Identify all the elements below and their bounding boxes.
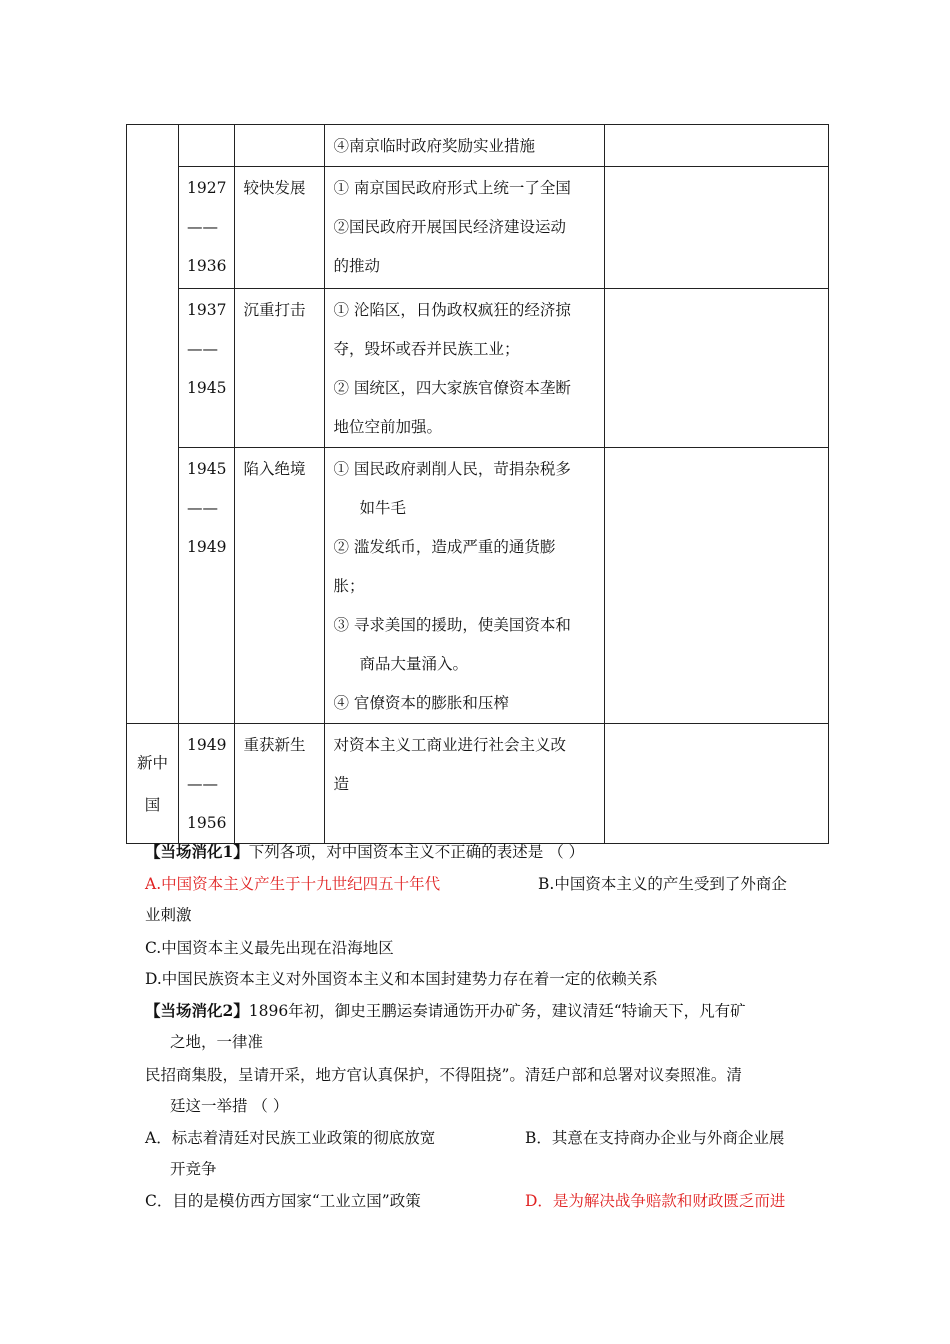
stage-cell xyxy=(235,724,325,844)
years-cell xyxy=(179,448,235,724)
year-label: —— xyxy=(187,340,218,358)
year-label: —— xyxy=(187,218,218,236)
reason-line: 商品大量涌入。 xyxy=(359,655,468,673)
question-2-option-b: B．其意在支持商办企业与外商企业展 xyxy=(525,1129,785,1147)
reason-line: ②国民政府开展国民经济建设运动 xyxy=(333,218,566,236)
year-label: 1945 xyxy=(187,379,227,397)
reasons-cell xyxy=(325,724,605,844)
year-label: 1949 xyxy=(187,736,227,754)
question-2-option-c: C．目的是模仿西方国家“工业立国”政策 xyxy=(145,1192,421,1210)
question-2-option-b-cont: 开竞争 xyxy=(170,1160,217,1178)
history-table xyxy=(126,124,829,844)
reason-line: 地位空前加强。 xyxy=(333,418,442,436)
years-cell xyxy=(179,167,235,289)
stage-cell xyxy=(235,125,325,167)
question-1-option-b: B.中国资本主义的产生受到了外商企 xyxy=(538,875,787,893)
year-label: —— xyxy=(187,499,218,517)
empty-cell xyxy=(605,724,829,844)
table-row xyxy=(127,448,829,724)
table-row xyxy=(127,125,829,167)
year-label: 1937 xyxy=(187,301,227,319)
question-2-option-d: D．是为解决战争赔款和财政匮乏而进 xyxy=(525,1192,786,1210)
stage-label: 陷入绝境 xyxy=(243,460,306,478)
year-label: 1927 xyxy=(187,179,227,197)
question-1-option-b-cont: 业刺激 xyxy=(145,906,192,924)
question-2-stem: 【当场消化2】1896年初，御史王鹏运奏请通饬开办矿务，建议清廷“特谕天下，凡有矿 xyxy=(145,1001,746,1020)
question-1-option-c: C.中国资本主义最先出现在沿海地区 xyxy=(145,939,394,957)
stage-label: 沉重打击 xyxy=(243,301,306,319)
reason-line: 对资本主义工商业进行社会主义改 xyxy=(333,736,566,754)
question-1-tag: 【当场消化1】 xyxy=(145,842,249,861)
stage-label: 较快发展 xyxy=(243,179,306,197)
reason-line: ① 国民政府剥削人民，苛捐杂税多 xyxy=(333,460,571,478)
reason-line: ④ 官僚资本的膨胀和压榨 xyxy=(333,694,509,712)
reason-line: 的推动 xyxy=(333,257,380,275)
reason-line: 造 xyxy=(333,775,349,793)
era-cell xyxy=(127,125,179,724)
reasons-cell xyxy=(325,125,605,167)
reason-line: ③ 寻求美国的援助，使美国资本和 xyxy=(333,616,571,634)
question-2-stem-line4: 廷这一举措 （ ） xyxy=(170,1097,289,1115)
reason-line: ② 国统区，四大家族官僚资本垄断 xyxy=(333,379,571,397)
year-label: —— xyxy=(187,775,218,793)
reasons-cell xyxy=(325,289,605,448)
stage-cell xyxy=(235,167,325,289)
era-label: 国 xyxy=(144,795,161,814)
question-1-stem: 【当场消化1】下列各项，对中国资本主义不正确的表述是 （ ） xyxy=(145,842,585,861)
empty-cell xyxy=(605,448,829,724)
era-cell xyxy=(127,724,179,844)
reason-line: ① 南京国民政府形式上统一了全国 xyxy=(333,179,571,197)
table-row xyxy=(127,724,829,844)
reasons-cell xyxy=(325,167,605,289)
table-row xyxy=(127,289,829,448)
empty-cell xyxy=(605,167,829,289)
table-row xyxy=(127,167,829,289)
reason-line: 胀； xyxy=(333,577,365,595)
year-label: 1945 xyxy=(187,460,227,478)
stage-cell xyxy=(235,448,325,724)
question-1-option-d: D.中国民族资本主义对外国资本主义和本国封建势力存在着一定的依赖关系 xyxy=(145,970,658,988)
years-cell xyxy=(179,724,235,844)
question-2-stem-line2: 之地，一律准 xyxy=(170,1033,264,1051)
era-label: 新中 xyxy=(136,753,168,772)
stage-label: 重获新生 xyxy=(243,736,306,754)
year-label: 1936 xyxy=(187,257,227,275)
reason-line: ① 沦陷区，日伪政权疯狂的经济掠 xyxy=(333,301,571,319)
reason-line: ② 滥发纸币，造成严重的通货膨 xyxy=(333,538,556,556)
question-2-stem-line3: 民招商集股，呈请开采，地方官认真保护，不得阻挠”。清廷户部和总署对议奏照准。清 xyxy=(145,1066,742,1084)
reason-line: 夺，毁坏或吞并民族工业； xyxy=(333,340,520,358)
question-1-option-a: A.中国资本主义产生于十九世纪四五十年代 xyxy=(145,875,441,893)
question-2-option-a: A．标志着清廷对民族工业政策的彻底放宽 xyxy=(145,1129,436,1147)
reasons-cell xyxy=(325,448,605,724)
reason-line: 如牛毛 xyxy=(359,499,406,517)
stage-cell xyxy=(235,289,325,448)
question-2-tag: 【当场消化2】 xyxy=(145,1001,249,1020)
year-label: 1956 xyxy=(187,814,227,832)
empty-cell xyxy=(605,289,829,448)
years-cell xyxy=(179,289,235,448)
empty-cell xyxy=(605,125,829,167)
years-cell xyxy=(179,125,235,167)
year-label: 1949 xyxy=(187,538,227,556)
reason-line: ④南京临时政府奖励实业措施 xyxy=(333,137,535,155)
